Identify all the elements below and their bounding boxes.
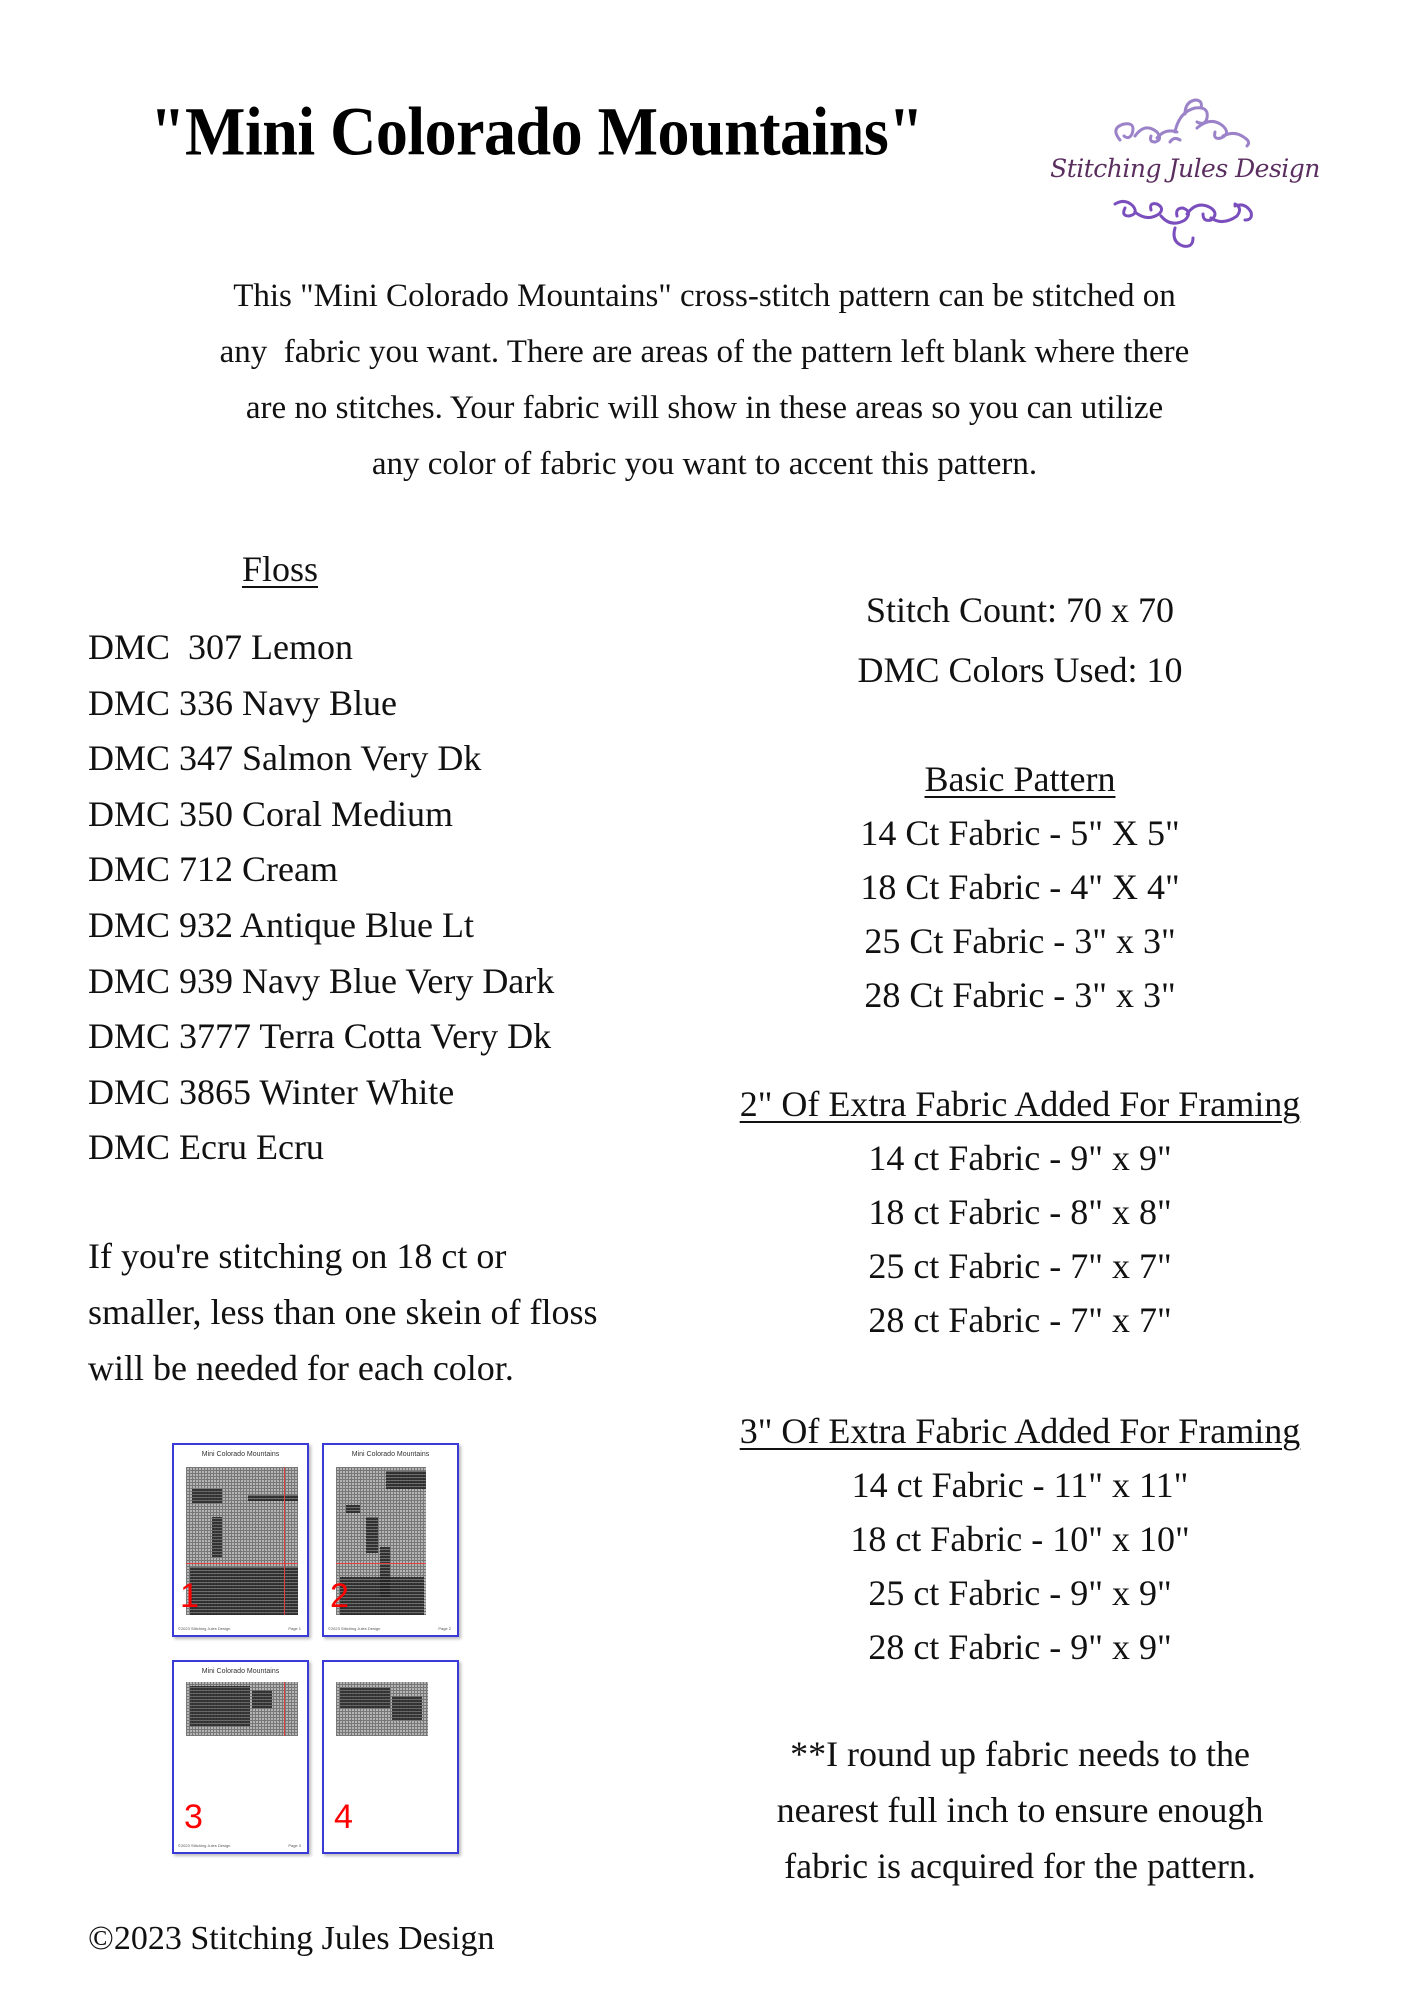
framing-3in-heading: 3" Of Extra Fabric Added For Framing [739,1411,1301,1451]
swirl-ornament-top-icon [1035,92,1335,152]
pattern-page-thumbnail [322,1443,459,1637]
thumbnail-footer: ©2023 Stitching Jules Design [328,1626,381,1631]
rounding-note [690,1726,1350,1894]
stitch-count: Stitch Count: 70 x 70 [865,590,1175,630]
floss-item: DMC 932 Antique Blue Lt [88,904,474,945]
thumbnail-footer: ©2023 Stitching Jules Design [178,1626,231,1631]
framing-2in-item: 14 ct Fabric - 9" x 9" [868,1138,1172,1178]
floss-list [88,620,554,1176]
framing-3in-item: 18 ct Fabric - 10" x 10" [850,1519,1190,1559]
thumbnail-number: 1 [180,1577,199,1615]
basic-pattern-item: 18 Ct Fabric - 4" X 4" [860,867,1180,907]
intro-line: are no stitches. Your fabric will show in these areas so you can utilize [245,390,1164,426]
swirl-ornament-bottom-icon [1035,192,1335,252]
colors-used: DMC Colors Used: 10 [857,650,1183,690]
thumbnail-page-label: Page 1 [288,1626,301,1631]
brand-logo [1035,92,1335,252]
floss-note [88,1228,597,1396]
pattern-page-thumbnail [322,1660,459,1854]
thumbnail-footer: ©2023 Stitching Jules Design [178,1843,231,1848]
logo-text: Stitching Jules Design [1050,154,1320,183]
floss-item: DMC 336 Navy Blue [88,682,397,723]
floss-note-line: smaller, less than one skein of floss [88,1292,598,1332]
thumbnail-title: Mini Colorado Mountains [201,1668,280,1675]
framing-3in-item: 14 ct Fabric - 11" x 11" [851,1465,1189,1505]
chart-grid [336,1682,428,1736]
thumbnail-page-label: Page 2 [438,1626,451,1631]
page-title: "Mini Colorado Mountains" [150,93,924,170]
framing-2in-section [690,1077,1350,1347]
intro-line: any fabric you want. There are areas of the pattern left blank where there [219,334,1190,370]
copyright-footer: ©2023 Stitching Jules Design [88,1920,495,1957]
floss-item: DMC Ecru Ecru [88,1127,324,1168]
thumbnail-title: Mini Colorado Mountains [201,1451,280,1458]
thumbnail-number: 2 [330,1577,349,1615]
floss-note-line: will be needed for each color. [88,1348,514,1388]
framing-2in-item: 18 ct Fabric - 8" x 8" [868,1192,1172,1232]
basic-pattern-item: 25 Ct Fabric - 3" x 3" [864,921,1176,961]
framing-3in-section [690,1404,1350,1674]
basic-pattern-section [690,752,1350,1022]
basic-pattern-heading: Basic Pattern [924,759,1116,799]
thumbnail-number: 3 [184,1798,203,1836]
framing-2in-heading: 2" Of Extra Fabric Added For Framing [739,1084,1301,1124]
pattern-page-thumbnail [172,1443,309,1637]
thumbnail-title: Mini Colorado Mountains [351,1451,430,1458]
framing-2in-item: 25 ct Fabric - 7" x 7" [868,1246,1172,1286]
rounding-note-line: **I round up fabric needs to the [790,1734,1250,1774]
floss-item: DMC 712 Cream [88,849,338,890]
intro-line: any color of fabric you want to accent this pattern. [371,446,1038,482]
chart-grid [336,1467,426,1615]
rounding-note-line: fabric is acquired for the pattern. [784,1846,1256,1886]
intro-line: This "Mini Colorado Mountains" cross-stitch pattern can be stitched on [233,278,1176,314]
floss-heading: Floss [241,549,319,589]
floss-item: DMC 350 Coral Medium [88,793,453,834]
floss-note-line: If you're stitching on 18 ct or [88,1236,507,1276]
chart-grid [186,1467,298,1615]
floss-item: DMC 347 Salmon Very Dk [88,738,482,779]
thumbnail-number: 4 [334,1798,353,1836]
floss-item: DMC 3865 Winter White [88,1071,455,1112]
basic-pattern-item: 14 Ct Fabric - 5" X 5" [860,813,1180,853]
thumbnail-page-label: Page 3 [288,1843,301,1848]
chart-grid [186,1682,298,1736]
framing-3in-item: 25 ct Fabric - 9" x 9" [868,1573,1172,1613]
pattern-page-thumbnail [172,1660,309,1854]
framing-2in-item: 28 ct Fabric - 7" x 7" [868,1300,1172,1340]
basic-pattern-item: 28 Ct Fabric - 3" x 3" [864,975,1176,1015]
floss-item: DMC 307 Lemon [88,627,353,667]
pattern-stats [690,580,1350,700]
floss-item: DMC 939 Navy Blue Very Dark [88,960,555,1001]
framing-3in-item: 28 ct Fabric - 9" x 9" [868,1627,1172,1667]
floss-item: DMC 3777 Terra Cotta Very Dk [88,1016,552,1057]
intro-paragraph [0,268,1409,492]
rounding-note-line: nearest full inch to ensure enough [776,1790,1264,1830]
